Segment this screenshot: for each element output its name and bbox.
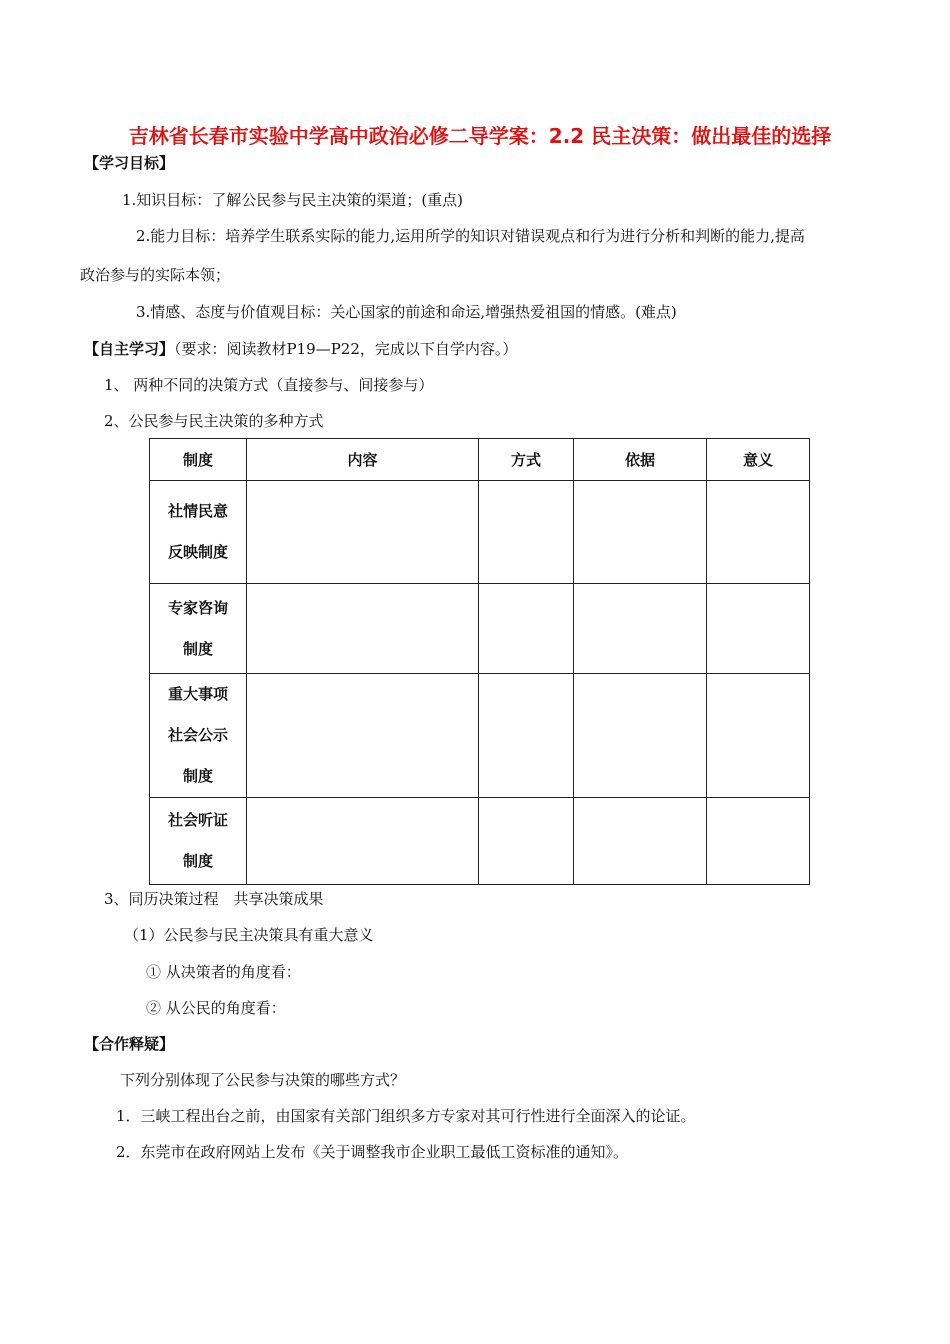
row-label (150, 481, 247, 584)
objective-ability-line2: 政治参与的实际本领； (80, 266, 231, 284)
row-label-line: 制度 (182, 767, 213, 785)
table-cell-input[interactable] (707, 798, 810, 885)
case-three-gorges: 1．三峡工程出台之前，由国家有关部门组织多方专家对其可行性进行全面深入的论证。 (116, 1107, 696, 1125)
row-label (150, 798, 247, 885)
participation-table (149, 438, 810, 885)
objective-emotion: 3.情感、态度与价值观目标：关心国家的前途和命运,增强热爱祖国的情感。(难点) (136, 303, 677, 321)
table-cell-input[interactable] (707, 481, 810, 584)
table-cell-input[interactable] (574, 584, 707, 674)
row-label-line: 制度 (182, 852, 213, 870)
row-label (150, 674, 247, 798)
table-cell-input[interactable] (479, 674, 574, 798)
table-header-row (150, 439, 810, 481)
table-row (150, 798, 810, 885)
self-study-line (84, 338, 517, 359)
decision-methods-item: 1、 两种不同的决策方式（直接参与、间接参与） (104, 376, 434, 394)
shared-decision-item: 3、同历决策过程 共享决策成果 (104, 890, 324, 908)
objective-knowledge: 1.知识目标：了解公民参与民主决策的渠道；(重点) (122, 191, 464, 209)
table-cell-input[interactable] (574, 674, 707, 798)
table-cell-input[interactable] (247, 798, 479, 885)
table-cell-input[interactable] (479, 798, 574, 885)
row-label-line: 社会公示 (167, 726, 228, 744)
self-study-requirement: （要求：阅读教材P19—P22，完成以下自学内容。） (174, 340, 518, 358)
table-cell-input[interactable] (574, 798, 707, 885)
self-study-heading: 【自主学习】 (84, 340, 175, 358)
participation-methods-item: 2、公民参与民主决策的多种方式 (104, 412, 324, 430)
table-cell-input[interactable] (247, 481, 479, 584)
table-cell-input[interactable] (479, 481, 574, 584)
case-dongguan: 2．东莞市在政府网站上发布《关于调整我市企业职工最低工资标准的通知》。 (116, 1143, 629, 1161)
header-basis: 依据 (574, 439, 707, 481)
table-cell-input[interactable] (574, 481, 707, 584)
table-cell-input[interactable] (247, 584, 479, 674)
row-label-line: 社情民意 (167, 502, 228, 520)
significance-subitem: （1）公民参与民主决策具有重大意义 (124, 926, 374, 944)
row-label-line: 重大事项 (167, 685, 228, 703)
row-label-line: 反映制度 (167, 543, 228, 561)
objectives-heading: 【学习目标】 (84, 154, 175, 172)
header-system: 制度 (150, 439, 247, 481)
table-cell-input[interactable] (247, 674, 479, 798)
table-cell-input[interactable] (479, 584, 574, 674)
row-label (150, 584, 247, 674)
table-row (150, 481, 810, 584)
table-row (150, 674, 810, 798)
table-row (150, 584, 810, 674)
row-label-line: 社会听证 (167, 811, 228, 829)
document-title: 吉林省长春市实验中学高中政治必修二导学案：2.2 民主决策：做出最佳的选择 (128, 124, 832, 148)
table-cell-input[interactable] (707, 674, 810, 798)
table-cell-input[interactable] (707, 584, 810, 674)
row-label-line: 制度 (182, 639, 213, 658)
decision-maker-point: ① 从决策者的角度看： (146, 963, 301, 981)
objective-ability-line1: 2.能力目标：培养学生联系实际的能力,运用所学的知识对错误观点和行为进行分析和判断的能力,提高 (136, 227, 805, 245)
citizen-point: ② 从公民的角度看： (146, 999, 286, 1017)
cooperation-heading: 【合作释疑】 (84, 1035, 175, 1053)
cooperation-question: 下列分别体现了公民参与决策的哪些方式？ (120, 1071, 406, 1089)
row-label-line: 专家咨询 (167, 598, 228, 617)
header-content: 内容 (247, 439, 479, 481)
header-significance: 意义 (707, 439, 810, 481)
header-method: 方式 (479, 439, 574, 481)
